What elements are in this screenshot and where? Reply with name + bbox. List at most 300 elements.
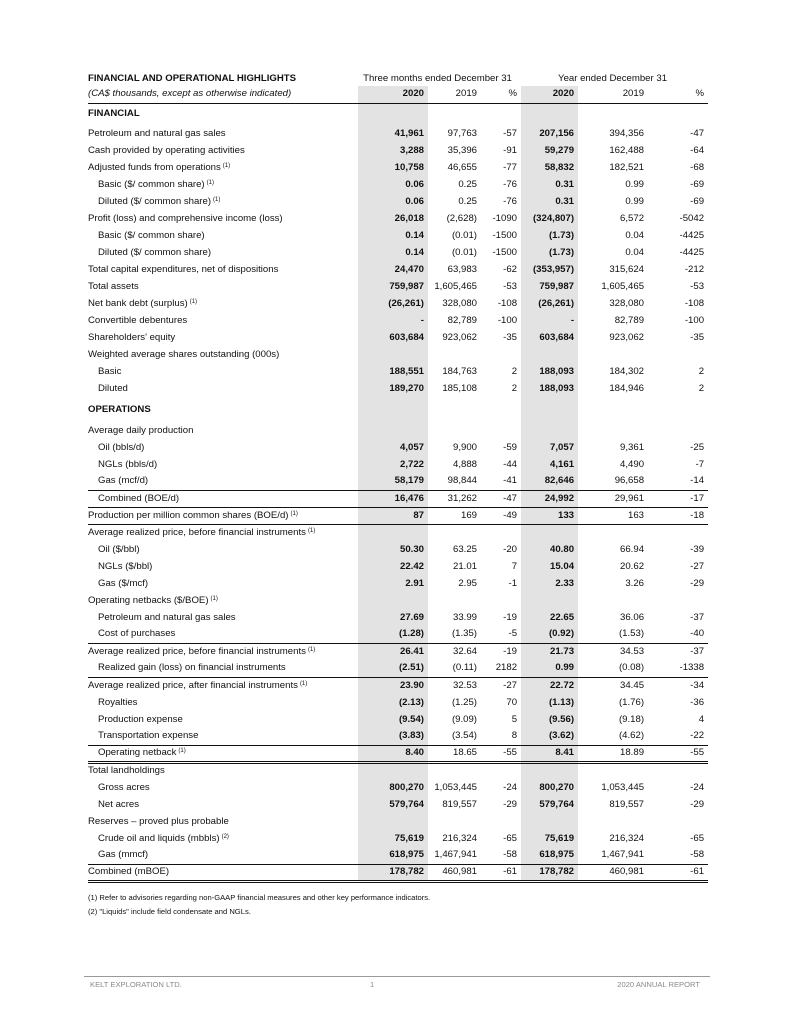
footnote-ref: (1): [307, 646, 316, 653]
col-header-y-2020: 2020: [521, 86, 578, 103]
cell: [578, 397, 648, 422]
cell: [428, 813, 481, 830]
row-label: [88, 473, 358, 490]
row-label: [88, 295, 358, 312]
cell: 82,646: [521, 473, 578, 490]
row-label-text: Combined (mBOE): [88, 866, 170, 878]
cell: 58,832: [521, 159, 578, 176]
cell: -39: [690, 543, 705, 555]
row-label-text: Average realized price, before financial instruments: [88, 645, 306, 657]
footer-company: KELT EXPLORATION LTD.: [90, 980, 182, 989]
cell: 185,108: [442, 382, 477, 394]
cell: -35: [690, 331, 705, 343]
cell: 819,557: [609, 798, 645, 810]
cell: 33.99: [452, 611, 477, 623]
cell: [648, 397, 708, 422]
table-row: [88, 796, 708, 813]
table-row: [88, 643, 708, 660]
table-row: [88, 490, 708, 507]
cell: 59,279: [521, 142, 578, 159]
table-row: [88, 609, 708, 626]
row-label: [88, 125, 358, 142]
cell: [428, 422, 481, 439]
cell: [648, 762, 708, 779]
row-label-text: Basic ($/ common share): [98, 178, 205, 190]
row-label: [88, 244, 358, 261]
cell: (2,628): [446, 212, 477, 224]
cell: 24,470: [358, 261, 428, 278]
cell: -29: [690, 798, 705, 810]
row-label-text: Gas (mmcf): [98, 849, 149, 861]
row-label: [88, 524, 358, 541]
cell: [648, 346, 708, 363]
cell: (0.92): [521, 626, 578, 643]
row-label-text: FINANCIAL: [88, 108, 140, 120]
row-label-text: Production expense: [98, 713, 183, 725]
cell: -47: [690, 127, 705, 139]
cell: 32.53: [452, 679, 477, 691]
cell: 189,270: [358, 380, 428, 397]
cell: 63.25: [452, 543, 477, 555]
cell: -47: [481, 490, 521, 507]
table-row: [88, 847, 708, 864]
cell: 22.42: [358, 558, 428, 575]
cell: [358, 397, 428, 422]
table-row: [88, 159, 708, 176]
cell: [578, 592, 648, 609]
cell: [481, 397, 521, 422]
cell: -29: [690, 577, 705, 589]
table-row: [88, 864, 708, 881]
table-row: [88, 813, 708, 830]
cell: (9.54): [358, 711, 428, 728]
cell: -25: [690, 441, 705, 453]
footnote-ref: (1): [178, 748, 186, 755]
table-row: [88, 728, 708, 745]
row-label: [88, 796, 358, 813]
cell: -58: [648, 847, 708, 864]
row-label: [88, 363, 358, 380]
cell: -19: [503, 645, 518, 657]
cell: 133: [521, 507, 578, 524]
table-row: [88, 193, 708, 210]
cell: 0.04: [625, 246, 645, 258]
cell: (324,807): [521, 210, 578, 227]
cell: [481, 762, 521, 779]
row-label-text: Adjusted funds from operations: [88, 161, 221, 173]
cell: 216,324: [442, 832, 477, 844]
row-label-text: Operating netbacks ($/BOE): [88, 594, 209, 606]
cell: 0.31: [521, 193, 578, 210]
cell: [521, 397, 578, 422]
cell: (1.25): [451, 696, 477, 708]
cell: [648, 524, 708, 541]
year-header: Year ended December 31: [558, 72, 668, 84]
cell: 22.65: [521, 609, 578, 626]
row-label: [88, 864, 358, 881]
cell: -91: [503, 144, 518, 156]
cell: 4,490: [620, 458, 645, 470]
row-label-text: Petroleum and natural gas sales: [98, 611, 236, 623]
cell: (1.53): [578, 626, 648, 643]
cell: 82,789: [614, 314, 645, 326]
row-label-text: Reserves – proved plus probable: [88, 815, 229, 827]
cell: 24,992: [521, 490, 578, 507]
cell: 75,619: [521, 830, 578, 847]
cell: 97,763: [447, 127, 477, 139]
row-label: [88, 380, 358, 397]
table-title: FINANCIAL AND OPERATIONAL HIGHLIGHTS: [88, 72, 297, 84]
cell: 0.25: [458, 178, 477, 190]
footer-report-name: 2020 ANNUAL REPORT: [617, 980, 700, 989]
cell: -61: [481, 864, 521, 881]
row-label-text: Transportation expense: [98, 730, 199, 742]
cell: 0.31: [521, 176, 578, 193]
cell: -55: [648, 745, 708, 762]
cell: -40: [648, 626, 708, 643]
table-row: [88, 125, 708, 142]
row-label-text: NGLs (bbls/d): [98, 458, 158, 470]
cell: -7: [695, 458, 705, 470]
cell: 87: [358, 507, 428, 524]
table-row: [88, 312, 708, 329]
cell: -108: [684, 297, 705, 309]
table-row: [88, 762, 708, 779]
cell: 98,844: [428, 473, 481, 490]
table-row: [88, 295, 708, 312]
table-row: [88, 439, 708, 456]
cell: -27: [503, 679, 518, 691]
cell: 0.99: [521, 660, 578, 677]
cell: [428, 103, 481, 125]
three-months-header: Three months ended December 31: [363, 72, 512, 84]
table-subtitle: (CA$ thousands, except as otherwise indicated): [88, 86, 358, 103]
cell: 0.06: [358, 193, 428, 210]
cell: 1,467,941: [428, 847, 481, 864]
cell: 0.14: [358, 227, 428, 244]
cell: -53: [690, 280, 705, 292]
table-row: [88, 329, 708, 346]
footnote-ref: (1): [206, 179, 214, 186]
cell: -35: [503, 331, 518, 343]
cell: -68: [690, 161, 705, 173]
row-label-text: Gross acres: [98, 781, 150, 793]
cell: -20: [503, 543, 518, 555]
row-label-text: Total landholdings: [88, 765, 165, 777]
row-label-text: Total capital expenditures, net of dispositions: [88, 263, 279, 275]
cell: -27: [690, 560, 705, 572]
table-row: [88, 380, 708, 397]
cell: 618,975: [358, 847, 428, 864]
page-footer: [90, 980, 708, 992]
cell: 26,018: [358, 210, 428, 227]
cell: (26,261): [358, 295, 428, 312]
row-label: [88, 193, 358, 210]
cell: 9,900: [452, 441, 477, 453]
footer-page-number: 1: [370, 980, 375, 989]
cell: [648, 103, 708, 125]
footnote-ref: (2): [221, 833, 229, 840]
row-label: [88, 575, 358, 592]
table-row: [88, 660, 708, 677]
row-label-text: Operating netback: [98, 747, 177, 759]
row-label: [88, 439, 358, 456]
cell: 2182: [481, 660, 521, 677]
table-row: [88, 541, 708, 558]
row-label: [88, 847, 358, 864]
table-row: [88, 779, 708, 796]
cell: 58,179: [358, 473, 428, 490]
row-label-text: Diluted ($/ common share): [98, 246, 212, 258]
row-label: [88, 422, 358, 439]
footnote: (2) "Liquids" include field condensate and NGLs.: [88, 907, 251, 916]
cell: [481, 592, 521, 609]
table-row: [88, 830, 708, 847]
cell: 70: [506, 696, 518, 708]
row-label-text: Combined (BOE/d): [98, 492, 180, 504]
cell: -37: [690, 645, 705, 657]
row-label: [88, 813, 358, 830]
cell: -5042: [679, 212, 705, 224]
table-row: [88, 524, 708, 541]
cell: -58: [481, 847, 521, 864]
cell: 603,684: [521, 329, 578, 346]
cell: -212: [684, 263, 705, 275]
cell: -4425: [679, 229, 705, 241]
row-label-text: Production per million common shares (BOE/d): [88, 509, 289, 521]
cell: 819,557: [442, 798, 477, 810]
row-label-text: Diluted ($/ common share): [98, 195, 212, 207]
cell: [521, 103, 578, 125]
cell: 82,789: [447, 314, 477, 326]
row-label: [88, 210, 358, 227]
cell: (3.54): [428, 728, 481, 745]
row-label: [88, 762, 358, 779]
table-row: [88, 456, 708, 473]
cell: [578, 762, 648, 779]
col-header-q-pct: %: [481, 86, 521, 103]
table-row: [88, 694, 708, 711]
cell: -29: [503, 798, 518, 810]
cell: 66.94: [620, 543, 645, 555]
header-row-years: [88, 86, 708, 103]
cell: -69: [690, 195, 705, 207]
cell: [358, 524, 428, 541]
cell: (0.01): [451, 246, 477, 258]
cell: 1,053,445: [434, 781, 477, 793]
cell: 50.30: [358, 541, 428, 558]
row-label: [88, 677, 358, 694]
footnote-ref: (1): [210, 595, 218, 602]
cell: -62: [503, 263, 518, 275]
table-row: [88, 363, 708, 380]
cell: (26,261): [521, 295, 578, 312]
cell: [428, 592, 481, 609]
cell: 188,093: [521, 380, 578, 397]
cell: -34: [690, 679, 705, 691]
row-label: [88, 643, 358, 660]
cell: 579,764: [521, 796, 578, 813]
table-row: [88, 711, 708, 728]
cell: 184,302: [609, 365, 645, 377]
cell: 75,619: [358, 830, 428, 847]
cell: 21.73: [521, 643, 578, 660]
row-label-text: Cash provided by operating activities: [88, 144, 245, 156]
cell: -100: [684, 314, 705, 326]
cell: -77: [503, 161, 518, 173]
cell: -36: [690, 696, 705, 708]
cell: 6,572: [620, 212, 645, 224]
cell: 7: [511, 560, 518, 572]
row-label: [88, 626, 358, 643]
cell: -100: [497, 314, 518, 326]
cell: 3.26: [625, 577, 645, 589]
row-label-text: Average realized price, before financial instruments: [88, 526, 306, 538]
cell: (9.56): [521, 711, 578, 728]
cell: (0.11): [428, 660, 481, 677]
table-row: [88, 346, 708, 363]
cell: -76: [503, 195, 518, 207]
cell: 20.62: [620, 560, 645, 572]
cell: 163: [578, 507, 648, 524]
cell: (1.35): [428, 626, 481, 643]
cell: (1.13): [521, 694, 578, 711]
cell: -4425: [679, 246, 705, 258]
cell: 759,987: [521, 278, 578, 295]
cell: [648, 592, 708, 609]
table-row: [88, 244, 708, 261]
cell: 188,551: [358, 363, 428, 380]
cell: [481, 103, 521, 125]
cell: 31,262: [428, 490, 481, 507]
row-label: [88, 779, 358, 796]
cell: -41: [481, 473, 521, 490]
table-row: [88, 677, 708, 694]
cell: 0.99: [625, 195, 645, 207]
cell: 759,987: [358, 278, 428, 295]
cell: -: [521, 312, 578, 329]
cell: 9,361: [620, 441, 645, 453]
cell: -14: [648, 473, 708, 490]
cell: (9.18): [618, 713, 645, 725]
cell: (4.62): [578, 728, 648, 745]
cell: 8.40: [358, 745, 428, 762]
row-label: [88, 159, 358, 176]
row-label: [88, 711, 358, 728]
row-label-text: OPERATIONS: [88, 403, 151, 415]
cell: 36.06: [620, 611, 645, 623]
cell: 32.64: [452, 645, 477, 657]
row-label-text: Gas ($/mcf): [98, 577, 149, 589]
row-label: [88, 490, 358, 507]
cell: 579,764: [358, 796, 428, 813]
cell: 923,062: [442, 331, 477, 343]
row-label: [88, 312, 358, 329]
table-row: [88, 745, 708, 762]
cell: 394,356: [609, 127, 645, 139]
cell: (0.01): [451, 229, 477, 241]
cell: 2: [698, 382, 705, 394]
cell: -1338: [648, 660, 708, 677]
row-label-text: Profit (loss) and comprehensive income (loss): [88, 212, 283, 224]
cell: -69: [690, 178, 705, 190]
cell: [578, 422, 648, 439]
row-label-text: Oil (bbls/d): [98, 441, 145, 453]
col-header-y-pct: %: [648, 86, 708, 103]
table-row: [88, 575, 708, 592]
row-label-text: Weighted average shares outstanding (000s): [88, 348, 280, 360]
cell: 0.06: [358, 176, 428, 193]
cell: [428, 524, 481, 541]
cell: 3,288: [358, 142, 428, 159]
cell: 10,758: [358, 159, 428, 176]
cell: 4,161: [521, 456, 578, 473]
cell: [521, 524, 578, 541]
cell: 184,763: [442, 365, 477, 377]
cell: (3.83): [358, 728, 428, 745]
cell: -1500: [492, 246, 518, 258]
cell: -57: [503, 127, 518, 139]
cell: 315,624: [609, 263, 645, 275]
cell: 2: [511, 382, 518, 394]
cell: 2: [698, 365, 705, 377]
cell: 0.25: [458, 195, 477, 207]
row-label-text: Shareholders' equity: [88, 331, 176, 343]
cell: [521, 592, 578, 609]
cell: 178,782: [358, 864, 428, 881]
cell: [578, 346, 648, 363]
cell: 18.65: [428, 745, 481, 762]
cell: (3.62): [521, 728, 578, 745]
section-row: [88, 103, 708, 125]
footnotes: [88, 891, 430, 919]
row-label-text: NGLs ($/bbl): [98, 560, 153, 572]
footnote-ref: (1): [213, 196, 221, 203]
cell: 188,093: [521, 363, 578, 380]
cell: [578, 524, 648, 541]
cell: -53: [503, 280, 518, 292]
cell: [358, 813, 428, 830]
cell: 1,605,465: [601, 280, 645, 292]
cell: -55: [481, 745, 521, 762]
cell: (1.73): [521, 227, 578, 244]
row-label: [88, 558, 358, 575]
row-label-text: Basic: [98, 365, 122, 377]
cell: 22.72: [521, 677, 578, 694]
row-label: [88, 329, 358, 346]
cell: 4,057: [358, 439, 428, 456]
row-label: [88, 456, 358, 473]
cell: -: [358, 312, 428, 329]
cell: -37: [690, 611, 705, 623]
cell: 29,961: [578, 490, 648, 507]
cell: -1: [508, 577, 518, 589]
cell: [428, 762, 481, 779]
cell: 2,722: [358, 456, 428, 473]
cell: 16,476: [358, 490, 428, 507]
cell: 182,521: [609, 161, 645, 173]
cell: (2.51): [358, 660, 428, 677]
cell: [521, 346, 578, 363]
cell: 328,080: [442, 297, 477, 309]
cell: (353,957): [521, 261, 578, 278]
cell: 96,658: [578, 473, 648, 490]
row-label: [88, 278, 358, 295]
cell: [578, 103, 648, 125]
cell: 5: [511, 713, 518, 725]
cell: -61: [648, 864, 708, 881]
row-label-text: Realized gain (loss) on financial instruments: [98, 662, 286, 674]
